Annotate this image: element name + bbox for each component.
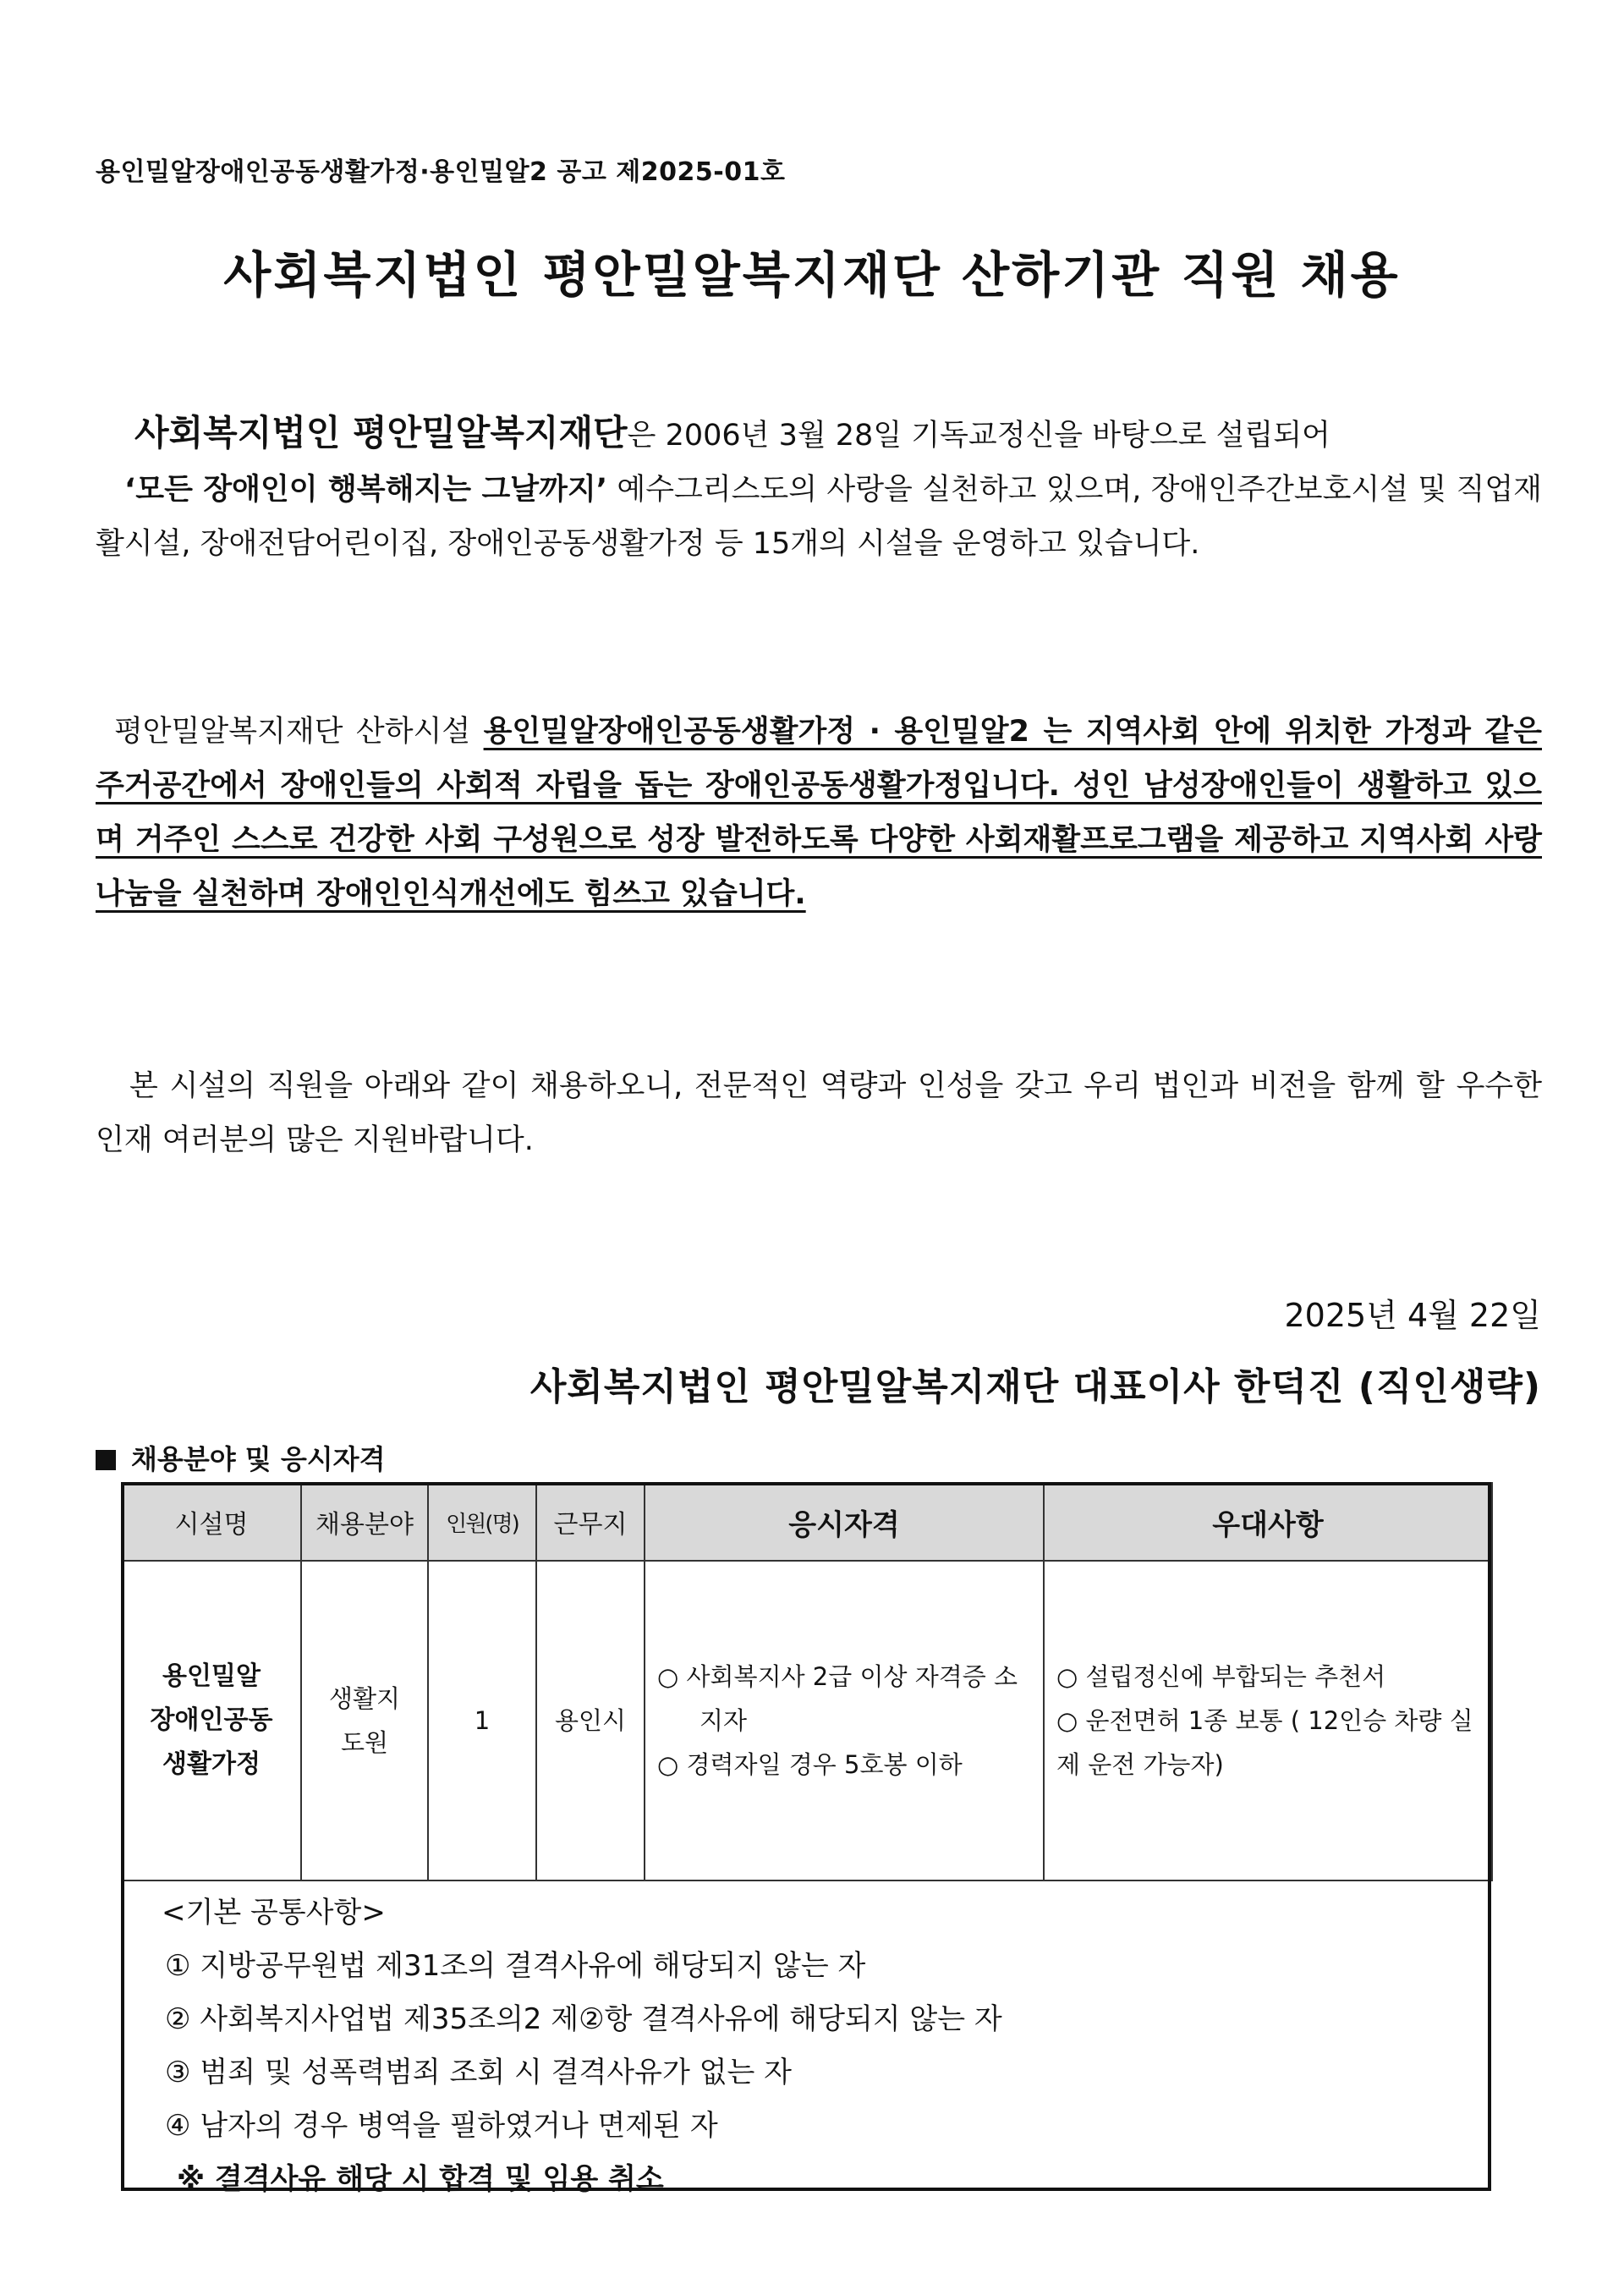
facility-description: 용인밀알장애인공동생활가정 · 용인밀알2 는 지역사회 안에 위치한 가정과 같은 주거공간에서 장애인들의 사회적 자립을 돕는 장애인공동생활가정입니다. 성인 남성장애인들이 생활하고 있으며 거주인 스스로 건강한 사회 구성원으로 성장 발전하도록 다양한 사회재활프로그램을 제공하고 지역사회 사랑나눔을 실천하며 장애인인식개선에도 힘쓰고 있습니다. <box>96 715 1542 911</box>
preference-item: ○ 설립정신에 부합되는 추천서 <box>1056 1662 1386 1691</box>
common-item: ③ 범죄 및 성폭력범죄 조회 시 결격사유가 없는 자 <box>165 2056 792 2089</box>
cell-location: 용인시 <box>536 1561 645 1880</box>
closing-paragraph <box>96 1059 1542 1167</box>
header-count: 인원(명) <box>428 1483 536 1561</box>
qualification-item: ○ 경력자일 경우 5호봉 이하 <box>657 1750 963 1779</box>
cell-facility: 용인밀알 장애인공동 생활가정 <box>122 1561 301 1880</box>
intro-rest: 예수그리스도의 사랑을 실천하고 있으며, 장애인주간보호시설 및 직업재활시설, 장애전담어린이집, 장애인공동생활가정 등 15개의 시설을 운영하고 있습니다. <box>96 473 1542 561</box>
common-item: ② 사회복지사업법 제35조의2 제②항 결격사유에 해당되지 않는 자 <box>165 2002 1002 2036</box>
header-facility: 시설명 <box>122 1483 301 1561</box>
intro-paragraph <box>96 406 1542 571</box>
common-item: ④ 남자의 경우 병역을 필하였거나 면제된 자 <box>165 2109 718 2143</box>
disqualification-note: ※ 결격사유 해당 시 합격 및 임용 취소 <box>177 2162 664 2196</box>
facility-paragraph <box>96 705 1542 921</box>
page-title: 사회복지법인 평안밀알복지재단 산하기관 직원 채용 <box>223 246 1401 304</box>
header-field: 채용분야 <box>301 1483 428 1561</box>
qualification-item: ○ 사회복지사 2급 이상 자격증 소지자 <box>657 1662 1018 1735</box>
facility-prefix: 평안밀알복지재단 산하시설 <box>114 715 484 749</box>
square-bullet-icon <box>96 1450 116 1470</box>
header-location: 근무지 <box>536 1483 645 1561</box>
header-preference: 우대사항 <box>1044 1483 1492 1561</box>
preference-item: ○ 운전면허 1종 보통 ( 12인승 차량 실제 운전 가능자) <box>1056 1706 1473 1779</box>
cell-field: 생활지 도원 <box>301 1561 428 1880</box>
common-requirements <box>162 1886 1002 2206</box>
closing-text: 본 시설의 직원을 아래와 같이 채용하오니, 전문적인 역량과 인성을 갖고 우리 법인과 비전을 함께 할 우수한 인재 여러분의 많은 지원바랍니다. <box>96 1069 1542 1157</box>
section-title-text: 채용분야 및 응시자격 <box>131 1443 386 1475</box>
header-qualification: 응시자격 <box>645 1483 1044 1561</box>
announcement-date: 2025년 4월 22일 <box>1284 1297 1541 1334</box>
intro-line1: 은 2006년 3월 28일 기독교정신을 바탕으로 설립되어 <box>627 419 1330 453</box>
intro-motto: ‘모든 장애인이 행복해지는 그날까지’ <box>124 473 608 507</box>
common-item: ① 지방공무원법 제31조의 결격사유에 해당되지 않는 자 <box>165 1949 866 1983</box>
signer: 사회복지법인 평안밀알복지재단 대표이사 한덕진 (직인생략) <box>529 1365 1541 1408</box>
section-title <box>96 1438 386 1477</box>
intro-org-name: 사회복지법인 평안밀알복지재단 <box>134 412 628 453</box>
notice-number: 용인밀알장애인공동생활가정·용인밀알2 공고 제2025-01호 <box>96 157 786 187</box>
common-title: <기본 공통사항> <box>162 1896 386 1930</box>
cell-count: 1 <box>428 1561 536 1880</box>
